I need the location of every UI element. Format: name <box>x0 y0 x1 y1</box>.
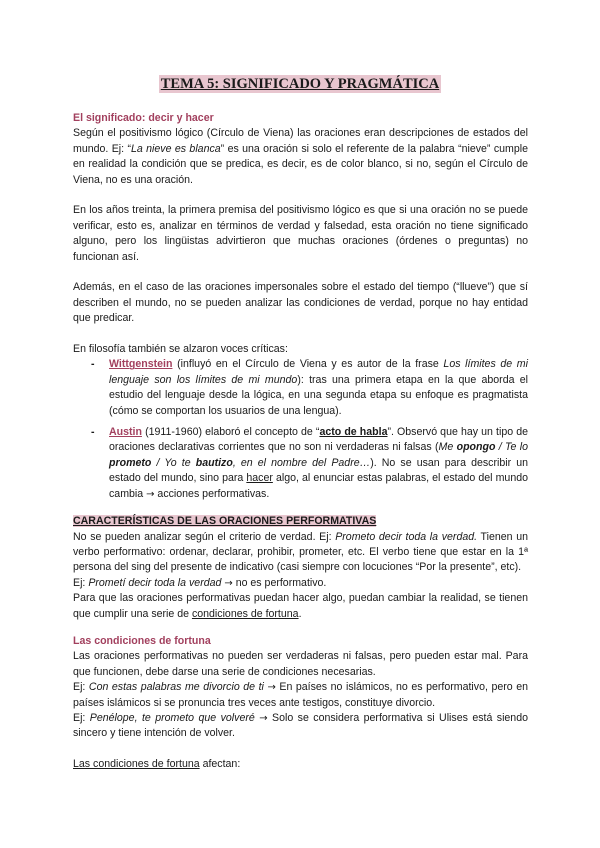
paragraph-criterio-verdad: No se pueden analizar según el criterio de verdad. Ej: Prometo decir toda la verdad. Tienen un verbo performativo: ordenar, declarar, prohibir, prometer, etc. El verbo tiene que estar en la 1ª persona del sing del presente de indicativo (casi siempre con locuciones “Por la presente”, etc). <box>73 530 528 574</box>
paragraph-impersonales: Además, en el caso de las oraciones impersonales sobre el estado del tiempo (“llueve”) que sí describen el mundo, no se pueden analizar las condiciones de verdad, porque no hay entidad que predicar. <box>73 281 528 325</box>
paragraph-no-verdaderas: Las oraciones performativas no pueden ser verdaderas ni falsas, pero pueden estar mal. Para que funcionen, debe darse una serie de condiciones necesarias. <box>73 650 528 678</box>
section-heading-condiciones: Las condiciones de fortuna <box>73 634 211 647</box>
right-arrow-icon: → <box>224 577 233 589</box>
paragraph-filosofia: En filosofía también se alzaron voces críticas: <box>73 343 288 356</box>
title-container <box>0 77 600 93</box>
list-item-wittgenstein: - Wittgenstein (influyó en el Círculo de Viena y es autor de la frase Los límites de mi lenguaje son los límites de mi mundo): tras una primera etapa en la que aborda el estudio del lenguaje desde la lógica, en una segunda etapa su enfoque es pragmatista (cómo se comportan los usuarios de una lengua). <box>109 357 528 419</box>
paragraph-afectan: Las condiciones de fortuna afectan: <box>73 758 241 771</box>
right-arrow-icon: → <box>267 682 276 694</box>
right-arrow-icon: → <box>259 712 268 724</box>
document-body <box>73 111 528 773</box>
acto-de-habla-term: acto de habla <box>319 426 388 439</box>
paragraph-anos-treinta: En los años treinta, la primera premisa del positivismo lógico es que si una oración no se puede verificar, esto es, analizar en términos de verdad y falsedad, esta oración no tiene significado alguno, pero los lingüistas advirtieron que muchas oraciones (órdenes o preguntas) no funcionan así. <box>73 204 528 263</box>
paragraph-ejemplo-prometi: Ej: Prometí decir toda la verdad → no es performativo. <box>73 576 327 589</box>
example-italic: La nieve es blanca <box>131 142 221 155</box>
critics-list <box>73 357 528 502</box>
paragraph-ejemplo-divorcio: Ej: Con estas palabras me divorcio de ti → En países no islámicos, no es performativo, pero en países islámicos si se pronuncia tres veces ante testigos, constituye divorcio. <box>73 681 528 709</box>
paragraph-cambiar-realidad: Para que las oraciones performativas puedan hacer algo, puedan cambiar la realidad, se tienen que cumplir una serie de condiciones de fortuna. <box>73 592 528 620</box>
paragraph-positivismo: Según el positivismo lógico (Círculo de Viena) las oraciones eran descripciones de estados del mundo. Ej: “La nieve es blanca” es una oración si solo el referente de la palabra “nieve” cumple en realidad la condición que se predica, es decir, es de color blanco, si no, según el Círculo de Viena, no es una oración. <box>73 127 528 186</box>
list-item-austin: - Austin (1911-1960) elaboró el concepto de “acto de habla”. Observó que hay un tipo de oraciones declarativas corrientes que no son ni verdaderas ni falsas (Me opongo / Te lo prometo / Yo te bautizo, en el nombre del Padre…). No se usan para describir un estado del mundo, sino para hacer algo, al enunciar estas palabras, el estado del mundo cambia → acciones performativas. <box>109 425 528 502</box>
wittgenstein-link[interactable]: Wittgenstein <box>109 358 173 371</box>
paragraph-ejemplo-penelope: Ej: Penélope, te prometo que volveré → Solo se considera performativa si Ulises está siendo sincero y tiene intención de volver. <box>73 711 528 740</box>
section-heading-caracteristicas: CARACTERÍSTICAS DE LAS ORACIONES PERFORMATIVAS <box>73 515 377 528</box>
page-title: TEMA 5: SIGNIFICADO Y PRAGMÁTICA <box>160 76 440 92</box>
right-arrow-icon: → <box>146 488 155 500</box>
section-heading-significado: El significado: decir y hacer <box>73 112 214 124</box>
austin-link[interactable]: Austin <box>109 426 142 439</box>
